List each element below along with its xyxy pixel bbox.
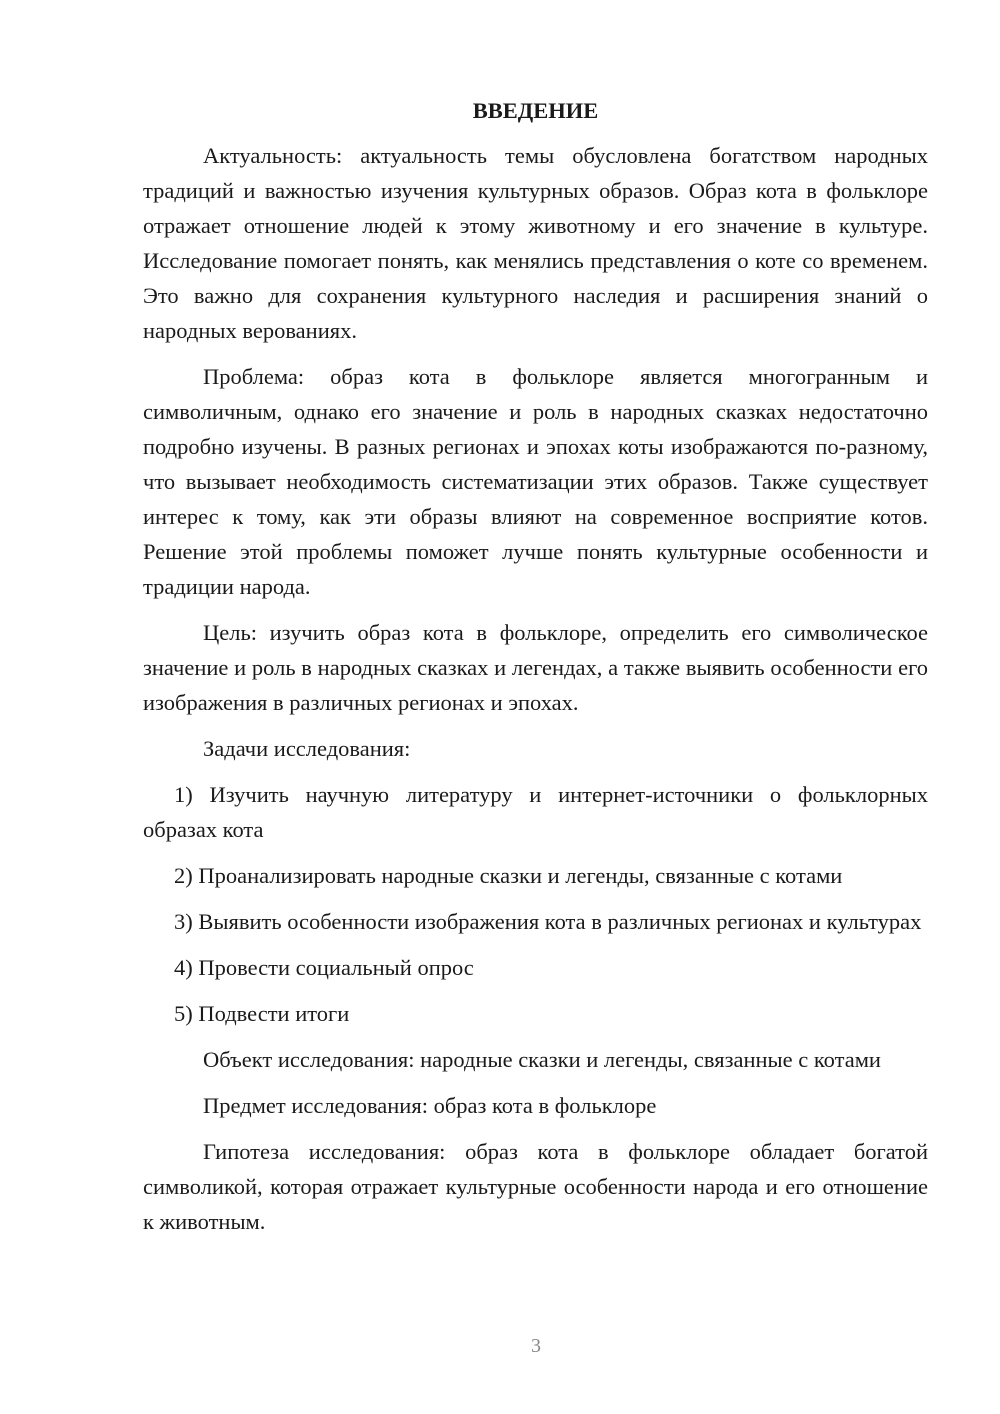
- tasks-heading: Задачи исследования:: [203, 736, 411, 761]
- list-item: 3) Выявить особенности изображения кота в различных регионах и культурах: [174, 909, 922, 934]
- relevance-paragraph: Актуальность: актуальность темы обусловлена богатством народных традиций и важностью изучения культурных образов. Образ кота в фольклоре отражает отношение людей к этому животному и его значение в культуре. Исследование помогает понять, как менялись представления о коте со временем. Это важно для сохранения культурного наследия и расширения знаний о народных верованиях.: [143, 143, 928, 343]
- object-paragraph: Объект исследования: народные сказки и легенды, связанные с котами: [203, 1047, 881, 1072]
- hypothesis-paragraph: Гипотеза исследования: образ кота в фольклоре обладает богатой символикой, которая отражает культурные особенности народа и его отношение к животным.: [143, 1139, 928, 1234]
- goal-paragraph: Цель: изучить образ кота в фольклоре, определить его символическое значение и роль в народных сказках и легендах, а также выявить особенности его изображения в различных регионах и эпохах.: [143, 620, 928, 715]
- page-title: ВВЕДЕНИЕ: [472, 98, 599, 123]
- list-item: 1) Изучить научную литературу и интернет-источники о фольклорных образах кота: [143, 782, 928, 842]
- page-number: 3: [531, 1335, 541, 1357]
- subject-paragraph: Предмет исследования: образ кота в фольклоре: [203, 1093, 657, 1118]
- list-item: 4) Провести социальный опрос: [174, 955, 474, 980]
- tasks-list: [143, 777, 928, 1031]
- document-page: [143, 96, 928, 1250]
- list-item: 2) Проанализировать народные сказки и легенды, связанные с котами: [174, 863, 843, 888]
- problem-paragraph: Проблема: образ кота в фольклоре является многогранным и символичным, однако его значение и роль в народных сказках недостаточно подробно изучены. В разных регионах и эпохах коты изображаются по-разному, что вызывает необходимость систематизации этих образов. Также существует интерес к тому, как эти образы влияют на современное восприятие котов. Решение этой проблемы поможет лучше понять культурные особенности и традиции народа.: [143, 364, 928, 599]
- list-item: 5) Подвести итоги: [174, 1001, 350, 1026]
